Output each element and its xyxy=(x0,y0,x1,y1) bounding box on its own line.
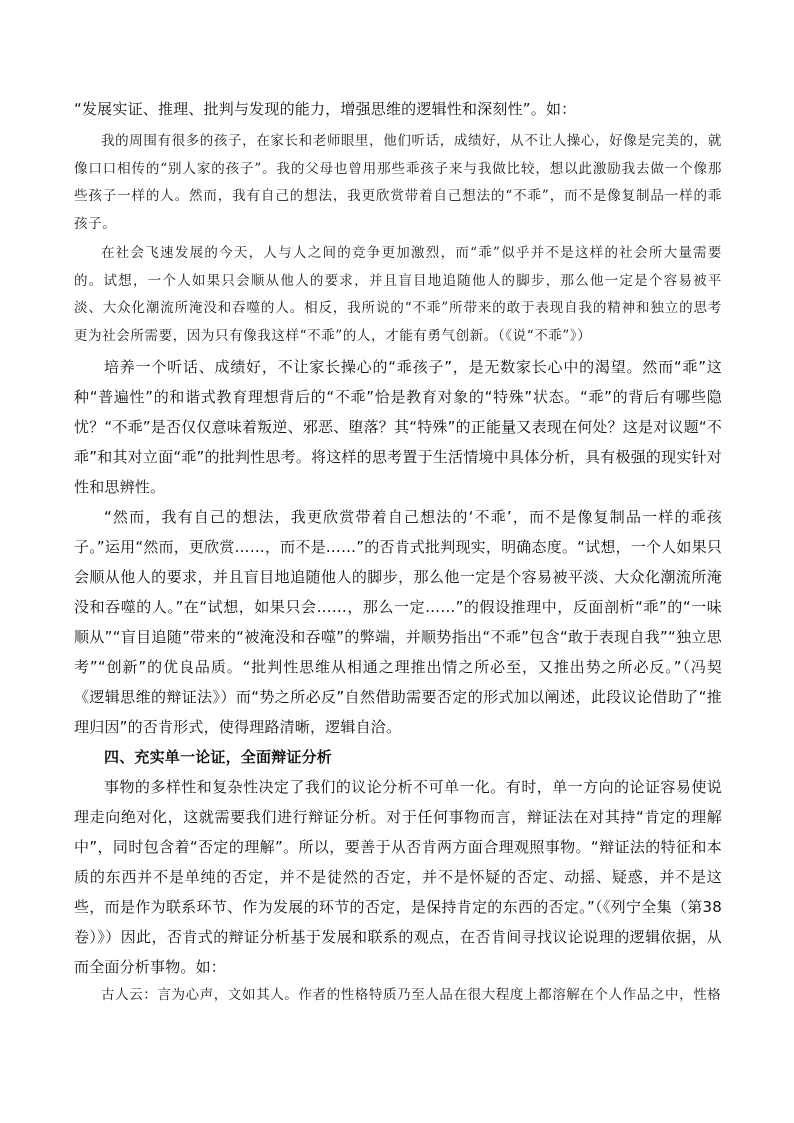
section-paragraph: 事物的多样性和复杂性决定了我们的议论分析不可单一化。有时，单一方向的论证容易使说理走向绝对化，这就需要我们进行辩证分析。对于任何事物而言，辩证法在对其持“肯定的理解中”，同时包含着“否定的理解”。所以，要善于从否肯两方面合理观照事物。“辩证法的特征和本质的东西并不是单纯的否定，并不是徒然的否定，并不是怀疑的否定、动摇、疑惑，并不是这些，而是作为联系环节、作为发展的环节的否定，是保持肯定的东西的否定。”（《列宁全集（第38卷）》）因此，否肯式的辩证分析基于发展和联系的观点，在否肯间寻找议论说理的逻辑依据，从而全面分析事物。如： xyxy=(74,778,722,976)
quote-paragraph: 我的周围有很多的孩子，在家长和老师眼里，他们听话，成绩好，从不让人操心，好像是完美的，就像口口相传的“别人家的孩子”。我的父母也曾用那些乖孩子来与我做比较，想以此激励我去做一个像那些孩子一样的人。然而，我有自己的想法，我更欣赏带着自己想法的“不乖”，而不是像复制品一样的乖孩子。 xyxy=(74,133,722,232)
section-heading: 四、充实单一论证，全面辩证分析 xyxy=(104,748,333,766)
quote-block-2: 古人云：言为心声，文如其人。作者的性格特质乃至人品在很大程度上都溶解在个人作品之中，性格 xyxy=(101,987,722,1003)
quote-block-1 xyxy=(74,128,722,350)
document-body xyxy=(74,94,722,1010)
analysis-paragraph: 培养一个听话、成绩好，不让家长操心的“乖孩子”，是无数家长心中的渴望。然而“乖”这种“普遍性”的和谐式教育理想背后的“不乖”恰是教育对象的“特殊”状态。“乖”的背后有哪些隐忧？“不乖”是否仅仅意味着叛逆、邪恶、堕落？其“特殊”的正能量又表现在何处？这是对议题“不乖”和其对立面“乖”的批判性思考。将这样的思考置于生活情境中具体分析，具有极强的现实针对性和思辨性。 xyxy=(74,358,722,496)
analysis-paragraph: “然而，我有自己的想法，我更欣赏带着自己想法的‘不乖’，而不是像复制品一样的乖孩子。”运用“然而，更欣赏……，而不是……”的否肯式批判现实，明确态度。“试想，一个人如果只会顺从他人的要求，并且盲目地追随他人的脚步，那么他一定是个容易被平淡、大众化潮流所淹没和吞噬的人。”在“试想，如果只会……，那么一定……”的假设推理中，反面剖析“乖”的“一味顺从”“盲目追随”带来的“被淹没和吞噬”的弊端，并顺势指出“不乖”包含“敢于表现自我”“独立思考”“创新”的优良品质。“批判性思维从相通之理推出情之所必至，又推出势之所必反。”（冯契《逻辑思维的辩证法》）而“势之所必反”自然借助需要否定的形式加以阐述，此段议论借助了“推理归因”的否肯形式，使得理路清晰，逻辑自洽。 xyxy=(74,508,722,736)
intro-line: “发展实证、推理、批判与发现的能力，增强思维的逻辑性和深刻性”。如： xyxy=(74,100,577,118)
quote-paragraph: 在社会飞速发展的今天，人与人之间的竞争更加激烈，而“乖”似乎并不是这样的社会所大量需要的。试想，一个人如果只会顺从他人的要求，并且盲目地追随他人的脚步，那么他一定是个容易被平淡、大众化潮流所淹没和吞噬的人。相反，我所说的“不乖”所带来的敢于表现自我的精神和独立的思考更为社会所需要，因为只有像我这样“不乖”的人，才能有勇气创新。（《说“不乖”》） xyxy=(74,245,722,344)
